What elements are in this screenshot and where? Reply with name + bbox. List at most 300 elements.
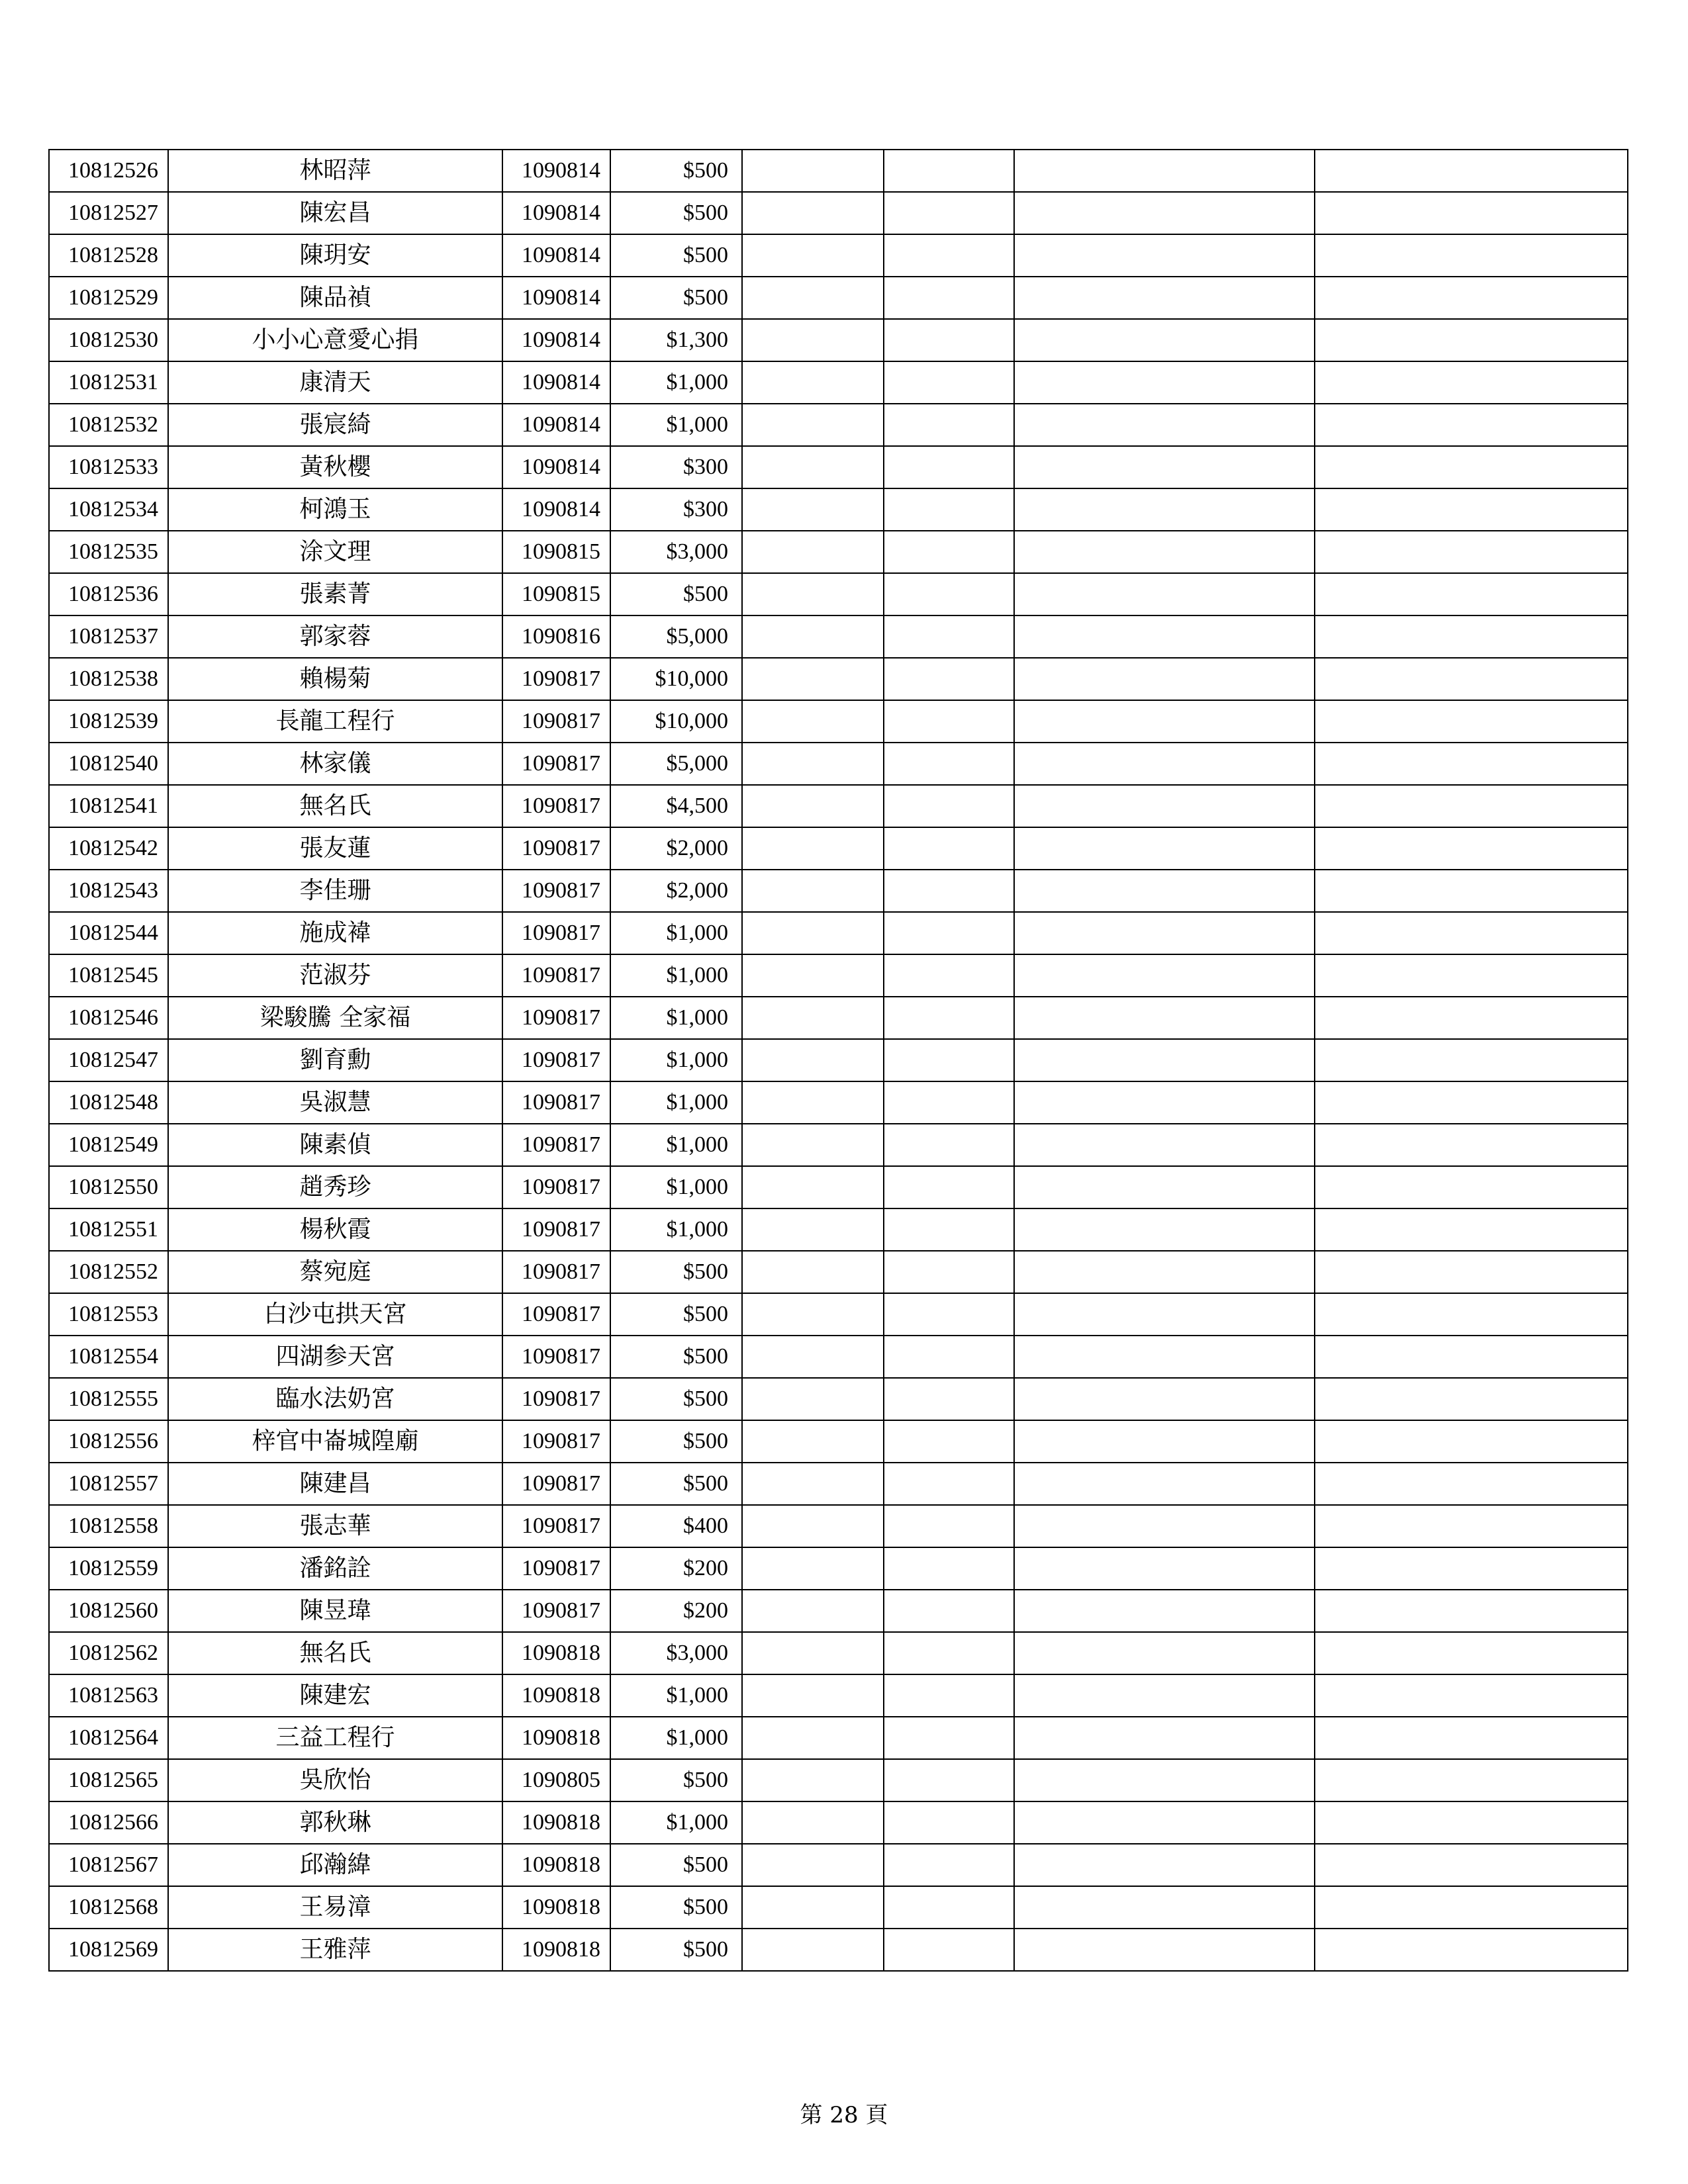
donor-name-cell: 陳昱瑋 — [168, 1590, 502, 1632]
empty-cell — [742, 1463, 884, 1505]
table-row — [49, 234, 1628, 277]
donation-date-cell: 1090817 — [502, 1081, 610, 1124]
empty-cell — [742, 1801, 884, 1844]
donation-date-cell: 1090818 — [502, 1674, 610, 1717]
donor-name-cell: 楊秋霞 — [168, 1208, 502, 1251]
receipt-number-cell: 10812547 — [49, 1039, 168, 1081]
empty-cell — [1315, 404, 1628, 446]
empty-cell — [1315, 1844, 1628, 1886]
receipt-number-cell: 10812530 — [49, 319, 168, 361]
empty-cell — [742, 912, 884, 954]
empty-cell — [1014, 1547, 1315, 1590]
empty-cell — [884, 1251, 1014, 1293]
empty-cell — [1315, 1759, 1628, 1801]
donation-amount-cell: $2,000 — [610, 870, 742, 912]
empty-cell — [1014, 1463, 1315, 1505]
donation-date-cell: 1090817 — [502, 1336, 610, 1378]
empty-cell — [884, 488, 1014, 531]
donation-amount-cell: $1,000 — [610, 361, 742, 404]
table-row — [49, 1251, 1628, 1293]
empty-cell — [1315, 1166, 1628, 1208]
donation-date-cell: 1090815 — [502, 531, 610, 573]
empty-cell — [1014, 658, 1315, 700]
empty-cell — [1014, 1166, 1315, 1208]
empty-cell — [742, 1929, 884, 1971]
table-row — [49, 1463, 1628, 1505]
donation-date-cell: 1090817 — [502, 1463, 610, 1505]
empty-cell — [884, 1759, 1014, 1801]
empty-cell — [884, 531, 1014, 573]
empty-cell — [884, 1166, 1014, 1208]
empty-cell — [884, 1081, 1014, 1124]
donation-amount-cell: $500 — [610, 1251, 742, 1293]
donation-amount-cell: $300 — [610, 446, 742, 488]
receipt-number-cell: 10812556 — [49, 1420, 168, 1463]
empty-cell — [742, 1081, 884, 1124]
receipt-number-cell: 10812540 — [49, 743, 168, 785]
empty-cell — [742, 1251, 884, 1293]
donation-amount-cell: $1,000 — [610, 1124, 742, 1166]
table-row — [49, 1759, 1628, 1801]
receipt-number-cell: 10812550 — [49, 1166, 168, 1208]
donor-name-cell: 無名氏 — [168, 785, 502, 827]
receipt-number-cell: 10812559 — [49, 1547, 168, 1590]
empty-cell — [1315, 700, 1628, 743]
table-row — [49, 277, 1628, 319]
receipt-number-cell: 10812527 — [49, 192, 168, 234]
receipt-number-cell: 10812543 — [49, 870, 168, 912]
receipt-number-cell: 10812534 — [49, 488, 168, 531]
receipt-number-cell: 10812558 — [49, 1505, 168, 1547]
donor-name-cell: 吳欣怡 — [168, 1759, 502, 1801]
donor-name-cell: 柯鴻玉 — [168, 488, 502, 531]
table-row — [49, 531, 1628, 573]
empty-cell — [1315, 870, 1628, 912]
receipt-number-cell: 10812544 — [49, 912, 168, 954]
table-row — [49, 1929, 1628, 1971]
donation-date-cell: 1090818 — [502, 1717, 610, 1759]
donation-amount-cell: $500 — [610, 150, 742, 192]
empty-cell — [742, 827, 884, 870]
empty-cell — [1315, 1590, 1628, 1632]
donation-amount-cell: $1,000 — [610, 1674, 742, 1717]
receipt-number-cell: 10812545 — [49, 954, 168, 997]
donor-name-cell: 三益工程行 — [168, 1717, 502, 1759]
receipt-number-cell: 10812533 — [49, 446, 168, 488]
donation-date-cell: 1090814 — [502, 361, 610, 404]
donation-date-cell: 1090817 — [502, 1547, 610, 1590]
donor-name-cell: 無名氏 — [168, 1632, 502, 1674]
donor-name-cell: 施成褘 — [168, 912, 502, 954]
donation-date-cell: 1090817 — [502, 1124, 610, 1166]
empty-cell — [1014, 1251, 1315, 1293]
donor-name-cell: 梁駿騰 全家福 — [168, 997, 502, 1039]
empty-cell — [884, 870, 1014, 912]
empty-cell — [742, 1547, 884, 1590]
table-row — [49, 954, 1628, 997]
table-row — [49, 785, 1628, 827]
donation-amount-cell: $1,300 — [610, 319, 742, 361]
empty-cell — [1014, 361, 1315, 404]
empty-cell — [1014, 1929, 1315, 1971]
empty-cell — [742, 1759, 884, 1801]
empty-cell — [884, 1124, 1014, 1166]
empty-cell — [1315, 743, 1628, 785]
empty-cell — [884, 1378, 1014, 1420]
donation-amount-cell: $500 — [610, 1844, 742, 1886]
empty-cell — [1315, 319, 1628, 361]
receipt-number-cell: 10812532 — [49, 404, 168, 446]
empty-cell — [884, 997, 1014, 1039]
donation-date-cell: 1090817 — [502, 827, 610, 870]
donation-amount-cell: $1,000 — [610, 1801, 742, 1844]
receipt-number-cell: 10812531 — [49, 361, 168, 404]
empty-cell — [742, 573, 884, 615]
empty-cell — [1315, 446, 1628, 488]
donor-name-cell: 潘銘詮 — [168, 1547, 502, 1590]
empty-cell — [1315, 1420, 1628, 1463]
donor-name-cell: 涂文理 — [168, 531, 502, 573]
table-row — [49, 615, 1628, 658]
receipt-number-cell: 10812566 — [49, 1801, 168, 1844]
donation-amount-cell: $3,000 — [610, 531, 742, 573]
empty-cell — [884, 658, 1014, 700]
donor-name-cell: 陳素偵 — [168, 1124, 502, 1166]
empty-cell — [1014, 1801, 1315, 1844]
empty-cell — [1014, 912, 1315, 954]
table-row — [49, 446, 1628, 488]
receipt-number-cell: 10812539 — [49, 700, 168, 743]
empty-cell — [884, 150, 1014, 192]
receipt-number-cell: 10812526 — [49, 150, 168, 192]
table-row — [49, 1081, 1628, 1124]
empty-cell — [742, 531, 884, 573]
empty-cell — [1014, 488, 1315, 531]
empty-cell — [1315, 1505, 1628, 1547]
table-row — [49, 1547, 1628, 1590]
table-row — [49, 361, 1628, 404]
empty-cell — [1315, 1886, 1628, 1929]
empty-cell — [1014, 870, 1315, 912]
donor-name-cell: 四湖参天宮 — [168, 1336, 502, 1378]
receipt-number-cell: 10812565 — [49, 1759, 168, 1801]
empty-cell — [742, 870, 884, 912]
receipt-number-cell: 10812549 — [49, 1124, 168, 1166]
donation-amount-cell: $500 — [610, 1886, 742, 1929]
donation-date-cell: 1090815 — [502, 573, 610, 615]
donation-date-cell: 1090817 — [502, 1208, 610, 1251]
donation-date-cell: 1090817 — [502, 743, 610, 785]
donation-amount-cell: $2,000 — [610, 827, 742, 870]
donation-date-cell: 1090817 — [502, 954, 610, 997]
empty-cell — [1315, 1929, 1628, 1971]
empty-cell — [742, 1844, 884, 1886]
donation-date-cell: 1090817 — [502, 1293, 610, 1336]
donation-amount-cell: $1,000 — [610, 997, 742, 1039]
receipt-number-cell: 10812553 — [49, 1293, 168, 1336]
donation-date-cell: 1090817 — [502, 700, 610, 743]
donation-amount-cell: $500 — [610, 573, 742, 615]
donation-amount-cell: $500 — [610, 277, 742, 319]
empty-cell — [1315, 785, 1628, 827]
empty-cell — [884, 700, 1014, 743]
empty-cell — [1315, 1801, 1628, 1844]
empty-cell — [884, 1590, 1014, 1632]
donation-amount-cell: $500 — [610, 192, 742, 234]
donation-amount-cell: $500 — [610, 1420, 742, 1463]
donation-amount-cell: $500 — [610, 1378, 742, 1420]
donation-date-cell: 1090817 — [502, 1039, 610, 1081]
empty-cell — [1014, 446, 1315, 488]
table-row — [49, 827, 1628, 870]
empty-cell — [1315, 1674, 1628, 1717]
empty-cell — [742, 234, 884, 277]
donor-name-cell: 林昭萍 — [168, 150, 502, 192]
receipt-number-cell: 10812541 — [49, 785, 168, 827]
donation-date-cell: 1090818 — [502, 1844, 610, 1886]
donor-name-cell: 邱瀚緯 — [168, 1844, 502, 1886]
donation-amount-cell: $500 — [610, 1759, 742, 1801]
donation-amount-cell: $400 — [610, 1505, 742, 1547]
donation-amount-cell: $3,000 — [610, 1632, 742, 1674]
donation-amount-cell: $1,000 — [610, 1081, 742, 1124]
empty-cell — [1315, 1293, 1628, 1336]
donation-date-cell: 1090816 — [502, 615, 610, 658]
empty-cell — [1014, 1844, 1315, 1886]
receipt-number-cell: 10812535 — [49, 531, 168, 573]
empty-cell — [884, 954, 1014, 997]
empty-cell — [742, 1166, 884, 1208]
receipt-number-cell: 10812555 — [49, 1378, 168, 1420]
table-row — [49, 743, 1628, 785]
donor-name-cell: 長龍工程行 — [168, 700, 502, 743]
empty-cell — [1014, 234, 1315, 277]
empty-cell — [742, 150, 884, 192]
donor-name-cell: 范淑芬 — [168, 954, 502, 997]
empty-cell — [1014, 700, 1315, 743]
empty-cell — [742, 1039, 884, 1081]
receipt-number-cell: 10812567 — [49, 1844, 168, 1886]
donation-date-cell: 1090817 — [502, 1166, 610, 1208]
empty-cell — [884, 1717, 1014, 1759]
empty-cell — [1315, 658, 1628, 700]
empty-cell — [884, 1801, 1014, 1844]
table-row — [49, 1590, 1628, 1632]
donation-amount-cell: $500 — [610, 1463, 742, 1505]
empty-cell — [1014, 1293, 1315, 1336]
table-row — [49, 1505, 1628, 1547]
empty-cell — [884, 1844, 1014, 1886]
empty-cell — [1014, 1717, 1315, 1759]
donor-name-cell: 康清天 — [168, 361, 502, 404]
donation-ledger-table — [48, 149, 1628, 1972]
donation-date-cell: 1090817 — [502, 1420, 610, 1463]
empty-cell — [742, 1124, 884, 1166]
empty-cell — [1315, 488, 1628, 531]
empty-cell — [1014, 743, 1315, 785]
donation-amount-cell: $1,000 — [610, 1166, 742, 1208]
empty-cell — [1014, 150, 1315, 192]
table-row — [49, 1124, 1628, 1166]
receipt-number-cell: 10812542 — [49, 827, 168, 870]
empty-cell — [742, 1378, 884, 1420]
ledger-body — [49, 150, 1628, 1971]
table-row — [49, 1166, 1628, 1208]
empty-cell — [884, 361, 1014, 404]
donor-name-cell: 張友蓮 — [168, 827, 502, 870]
table-row — [49, 1336, 1628, 1378]
donation-amount-cell: $1,000 — [610, 954, 742, 997]
empty-cell — [884, 912, 1014, 954]
donation-date-cell: 1090814 — [502, 192, 610, 234]
donor-name-cell: 賴楊菊 — [168, 658, 502, 700]
donation-date-cell: 1090814 — [502, 319, 610, 361]
empty-cell — [742, 1420, 884, 1463]
donation-amount-cell: $500 — [610, 1929, 742, 1971]
empty-cell — [884, 1929, 1014, 1971]
empty-cell — [1014, 1208, 1315, 1251]
empty-cell — [1315, 361, 1628, 404]
donation-date-cell: 1090814 — [502, 488, 610, 531]
empty-cell — [742, 954, 884, 997]
donor-name-cell: 林家儀 — [168, 743, 502, 785]
donation-date-cell: 1090817 — [502, 785, 610, 827]
donor-name-cell: 陳玥安 — [168, 234, 502, 277]
empty-cell — [884, 234, 1014, 277]
donor-name-cell: 郭秋琳 — [168, 1801, 502, 1844]
donor-name-cell: 黃秋櫻 — [168, 446, 502, 488]
donation-date-cell: 1090818 — [502, 1886, 610, 1929]
table-row — [49, 870, 1628, 912]
donor-name-cell: 陳品禎 — [168, 277, 502, 319]
empty-cell — [884, 615, 1014, 658]
empty-cell — [742, 1336, 884, 1378]
empty-cell — [884, 1547, 1014, 1590]
table-row — [49, 1801, 1628, 1844]
page-number: 第 28 頁 — [800, 2102, 888, 2128]
empty-cell — [1315, 1632, 1628, 1674]
donation-date-cell: 1090818 — [502, 1801, 610, 1844]
donor-name-cell: 陳建昌 — [168, 1463, 502, 1505]
empty-cell — [742, 319, 884, 361]
donation-amount-cell: $200 — [610, 1590, 742, 1632]
receipt-number-cell: 10812557 — [49, 1463, 168, 1505]
table-row — [49, 997, 1628, 1039]
empty-cell — [742, 361, 884, 404]
receipt-number-cell: 10812568 — [49, 1886, 168, 1929]
empty-cell — [1014, 1632, 1315, 1674]
donor-name-cell: 梓官中崙城隍廟 — [168, 1420, 502, 1463]
empty-cell — [1014, 827, 1315, 870]
donor-name-cell: 張志華 — [168, 1505, 502, 1547]
table-row — [49, 150, 1628, 192]
table-row — [49, 488, 1628, 531]
empty-cell — [1014, 1336, 1315, 1378]
empty-cell — [1315, 1378, 1628, 1420]
donation-amount-cell: $1,000 — [610, 1208, 742, 1251]
receipt-number-cell: 10812528 — [49, 234, 168, 277]
donation-amount-cell: $500 — [610, 1336, 742, 1378]
empty-cell — [742, 1717, 884, 1759]
donation-date-cell: 1090805 — [502, 1759, 610, 1801]
receipt-number-cell: 10812546 — [49, 997, 168, 1039]
empty-cell — [1315, 1547, 1628, 1590]
receipt-number-cell: 10812569 — [49, 1929, 168, 1971]
donation-amount-cell: $5,000 — [610, 615, 742, 658]
donation-date-cell: 1090814 — [502, 150, 610, 192]
donor-name-cell: 張宸綺 — [168, 404, 502, 446]
empty-cell — [1315, 234, 1628, 277]
empty-cell — [884, 1293, 1014, 1336]
donor-name-cell: 趙秀珍 — [168, 1166, 502, 1208]
donation-date-cell: 1090817 — [502, 1590, 610, 1632]
donor-name-cell: 吳淑慧 — [168, 1081, 502, 1124]
receipt-number-cell: 10812551 — [49, 1208, 168, 1251]
table-row — [49, 1378, 1628, 1420]
empty-cell — [1315, 1039, 1628, 1081]
table-row — [49, 1632, 1628, 1674]
empty-cell — [1315, 573, 1628, 615]
empty-cell — [1014, 1759, 1315, 1801]
empty-cell — [742, 1590, 884, 1632]
table-row — [49, 1039, 1628, 1081]
donation-date-cell: 1090818 — [502, 1929, 610, 1971]
empty-cell — [742, 404, 884, 446]
empty-cell — [884, 1208, 1014, 1251]
empty-cell — [1014, 1886, 1315, 1929]
empty-cell — [1014, 1124, 1315, 1166]
empty-cell — [1014, 573, 1315, 615]
donation-amount-cell: $500 — [610, 234, 742, 277]
empty-cell — [1315, 997, 1628, 1039]
empty-cell — [742, 615, 884, 658]
donor-name-cell: 陳宏昌 — [168, 192, 502, 234]
empty-cell — [1014, 1674, 1315, 1717]
table-row — [49, 658, 1628, 700]
empty-cell — [1315, 1081, 1628, 1124]
empty-cell — [1014, 785, 1315, 827]
donation-amount-cell: $10,000 — [610, 700, 742, 743]
donor-name-cell: 臨水法奶宮 — [168, 1378, 502, 1420]
donation-amount-cell: $300 — [610, 488, 742, 531]
empty-cell — [1315, 1251, 1628, 1293]
donor-name-cell: 張素菁 — [168, 573, 502, 615]
empty-cell — [742, 700, 884, 743]
empty-cell — [1315, 1336, 1628, 1378]
empty-cell — [742, 277, 884, 319]
donor-name-cell: 王易漳 — [168, 1886, 502, 1929]
empty-cell — [1014, 954, 1315, 997]
empty-cell — [1014, 192, 1315, 234]
empty-cell — [1315, 615, 1628, 658]
empty-cell — [884, 573, 1014, 615]
donor-name-cell: 劉育勳 — [168, 1039, 502, 1081]
table-row — [49, 1674, 1628, 1717]
empty-cell — [884, 1632, 1014, 1674]
empty-cell — [1014, 1081, 1315, 1124]
table-row — [49, 192, 1628, 234]
table-row — [49, 912, 1628, 954]
empty-cell — [884, 404, 1014, 446]
donation-amount-cell: $200 — [610, 1547, 742, 1590]
donor-name-cell: 白沙屯拱天宮 — [168, 1293, 502, 1336]
empty-cell — [1014, 997, 1315, 1039]
table-row — [49, 1886, 1628, 1929]
empty-cell — [742, 1632, 884, 1674]
empty-cell — [1315, 1463, 1628, 1505]
donation-date-cell: 1090818 — [502, 1632, 610, 1674]
donation-amount-cell: $1,000 — [610, 1039, 742, 1081]
